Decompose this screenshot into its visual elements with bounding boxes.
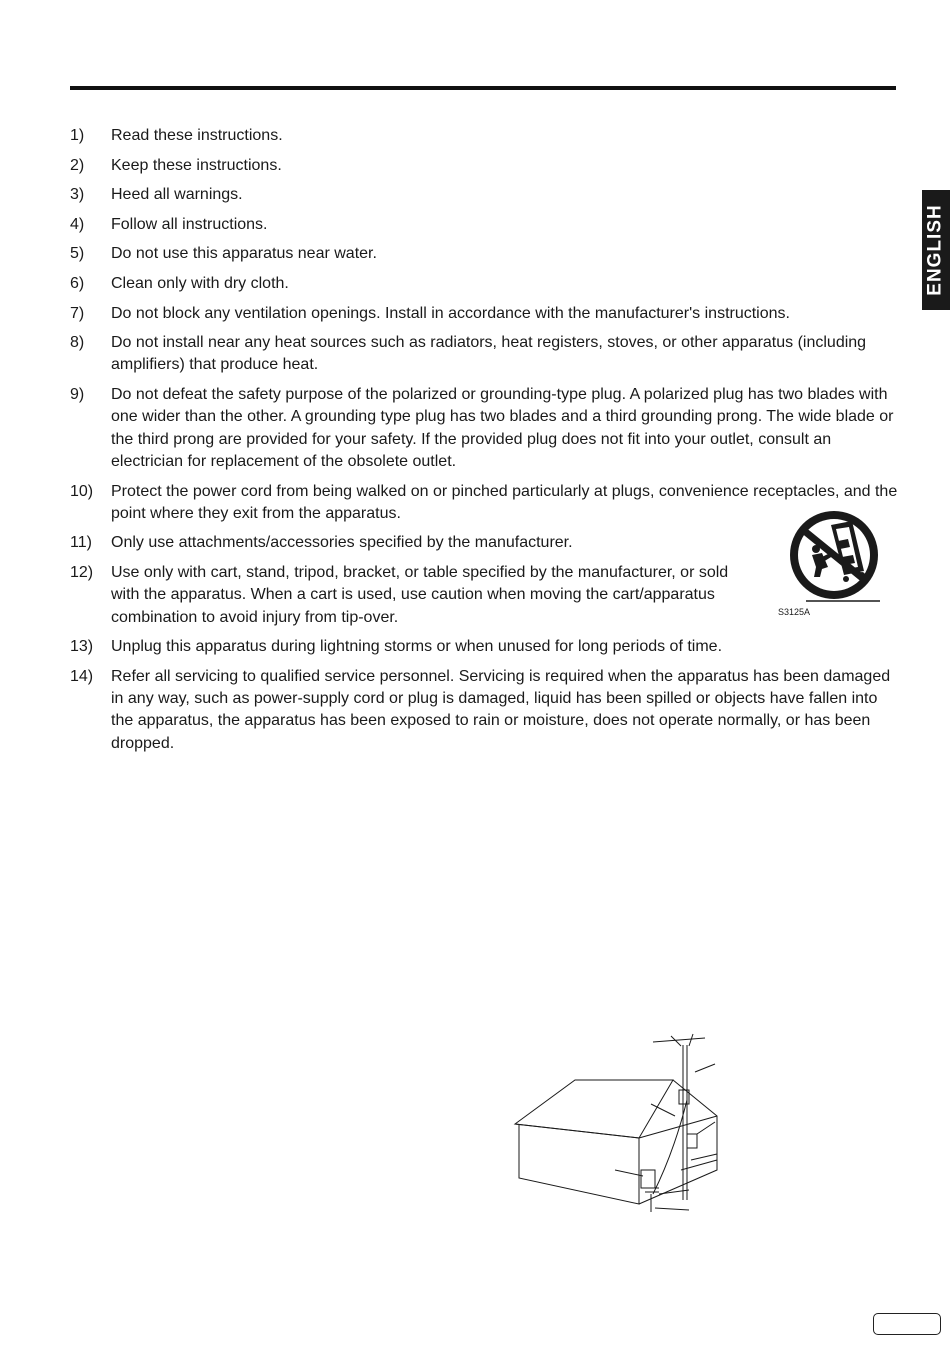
- cart-tip-over-warning-icon: [776, 511, 896, 621]
- item-number: 8): [70, 334, 85, 352]
- item-number: 3): [70, 186, 85, 204]
- item-number: 4): [70, 215, 85, 233]
- list-item: [70, 155, 900, 177]
- list-item: [70, 125, 900, 147]
- item-text: Do not use this apparatus near water.: [111, 245, 377, 263]
- list-item: [70, 273, 900, 295]
- item-number: 12): [70, 564, 94, 582]
- list-item: [70, 214, 900, 236]
- safety-instructions-list: [70, 125, 900, 762]
- list-item: [70, 332, 900, 377]
- item-text: Only use attachments/accessories specified by the manufacturer.: [111, 534, 573, 552]
- item-number: 14): [70, 667, 94, 685]
- item-number: 2): [70, 156, 85, 174]
- page-number-box: [873, 1313, 941, 1335]
- item-text: Read these instructions.: [111, 127, 283, 144]
- item-text: Do not defeat the safety purpose of the polarized or grounding-type plug. A polarized plug has two blades with one wider than the other. A grounding type plug has two blades and a third grounding prong. The wide blade or the third prong are provided for your safety. If the provided plug does not fit into your outlet, consult an electrician for replacement of the obsolete outlet.: [111, 386, 894, 470]
- item-text: Protect the power cord from being walked on or pinched particularly at plugs, convenience receptacles, and the point where they exit from the apparatus.: [111, 482, 898, 522]
- list-item: [70, 184, 900, 206]
- item-text: Follow all instructions.: [111, 215, 268, 233]
- item-number: 1): [70, 127, 85, 144]
- item-text: Heed all warnings.: [111, 186, 243, 204]
- item-text: Clean only with dry cloth.: [111, 274, 289, 292]
- item-text: Keep these instructions.: [111, 156, 282, 174]
- item-text: Do not block any ventilation openings. Install in accordance with the manufacturer's instructions.: [111, 304, 790, 322]
- antenna-grounding-diagram: [505, 1030, 735, 1220]
- item-number: 11): [70, 534, 92, 552]
- item-text: Do not install near any heat sources such as radiators, heat registers, stoves, or other apparatus (including amplifiers) that produce heat.: [111, 334, 867, 374]
- language-tab-label: ENGLISH: [925, 204, 947, 296]
- item-number: 7): [70, 304, 85, 322]
- item-number: 9): [70, 386, 85, 404]
- item-number: 6): [70, 274, 85, 292]
- item-number: 10): [70, 482, 94, 500]
- cart-symbol-code: S3125A: [778, 607, 811, 617]
- list-item: [70, 303, 900, 325]
- list-item: [70, 636, 900, 658]
- list-item: [70, 384, 900, 473]
- item-number: 5): [70, 245, 85, 263]
- item-text: Unplug this apparatus during lightning storms or when unused for long periods of time.: [111, 638, 723, 656]
- item-number: 13): [70, 638, 94, 656]
- header-rule: [70, 86, 896, 90]
- item-text: Use only with cart, stand, tripod, bracket, or table specified by the manufacturer, or sold with the apparatus. When a cart is used, use caution when moving the cart/apparatus combination to avoid injury from tip-over.: [111, 564, 729, 626]
- language-tab: [922, 190, 950, 310]
- item-text: Refer all servicing to qualified service personnel. Servicing is required when the apparatus has been damaged in any way, such as power-supply cord or plug is damaged, liquid has been spilled or objects have fallen into the apparatus, the apparatus has been exposed to rain or moisture, does not operate normally, or has been dropped.: [111, 667, 891, 752]
- list-item: [70, 666, 900, 755]
- list-item: [70, 243, 900, 265]
